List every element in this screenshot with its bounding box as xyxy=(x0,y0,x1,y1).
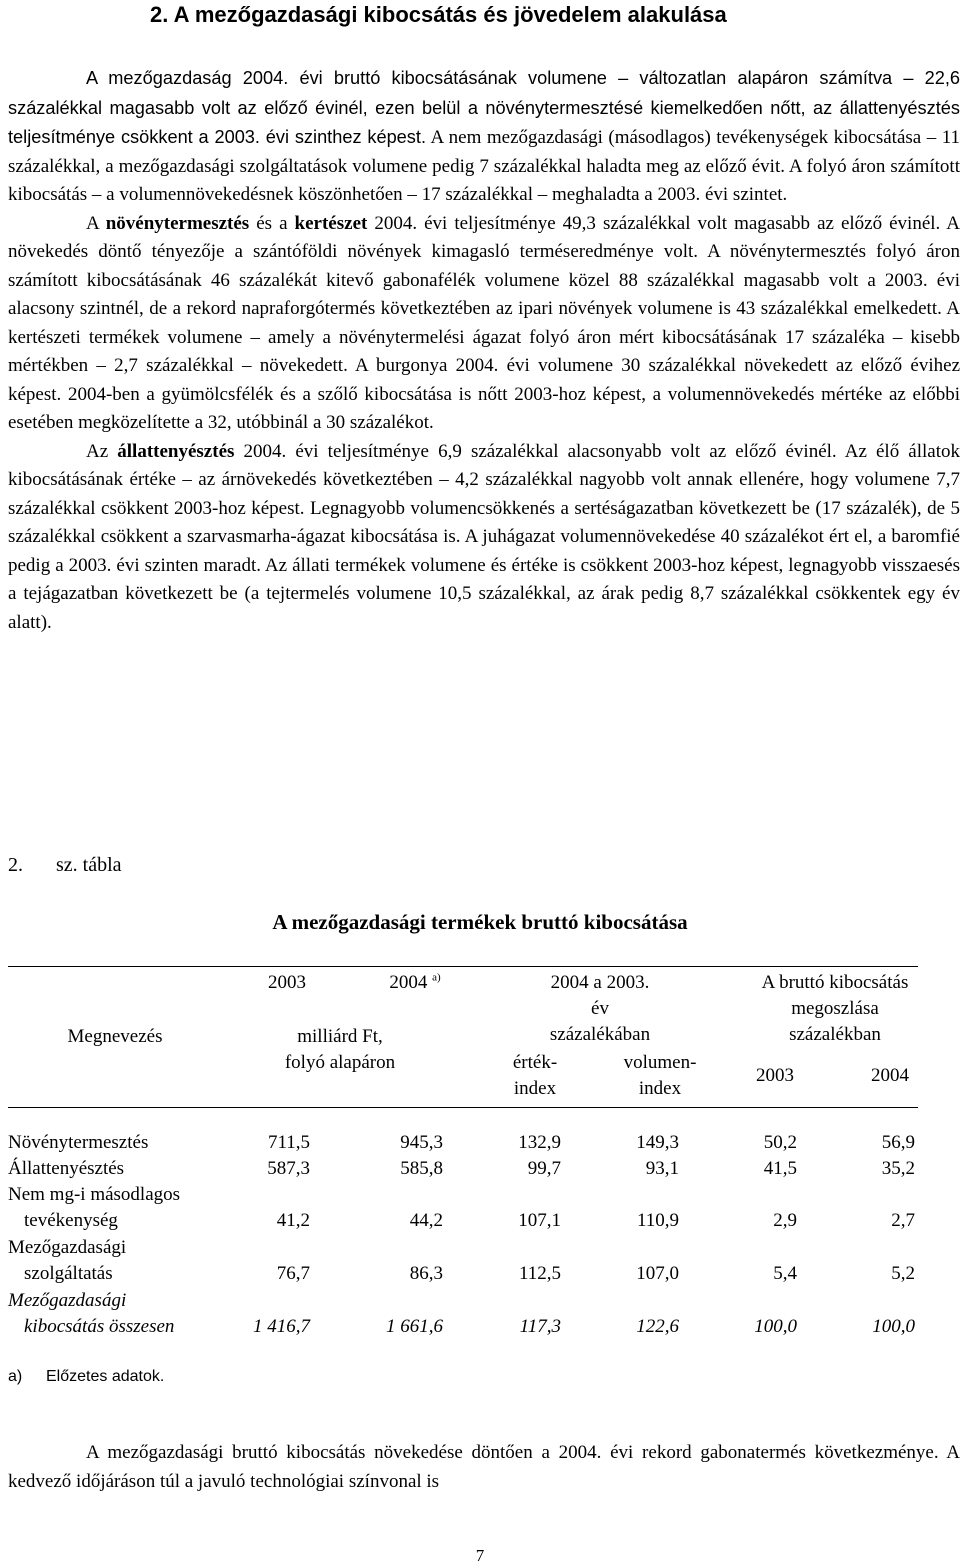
header-value-index-1: érték- xyxy=(512,1052,558,1073)
cell-v2004: 945,3 xyxy=(400,1132,443,1153)
cell-value-idx: 99,7 xyxy=(527,1158,561,1179)
text-run: Az xyxy=(86,440,118,462)
header-name-col: Megnevezés xyxy=(67,1026,163,1047)
table-reference xyxy=(8,852,122,878)
cell-value-idx: 112,5 xyxy=(518,1263,561,1284)
cell-s2003: 5,4 xyxy=(773,1263,797,1284)
footnote-ref: a) xyxy=(432,971,441,984)
cell-v2003: 711,5 xyxy=(267,1132,310,1153)
header-year-2003: 2003 xyxy=(268,972,306,993)
text-run: A xyxy=(86,212,106,234)
footnote-mark: a) xyxy=(8,1368,23,1385)
text-run: A nem mezőgazdasági (másodlagos) tevékenységek kibocsátása – 11 százalékkal, a mezőgazdasági szolgáltatások volumene pedig 7 százalékkal haladta meg az előző évit. A folyó áron számított kibocsátás – a volumennövekedésnek köszönhetően – 17 százalékkal – meghaladta a 2003. évi szintet. xyxy=(8,127,960,205)
header-value-index-2: index xyxy=(513,1078,557,1099)
header-share-line3: százalékban xyxy=(789,1024,881,1045)
header-volume-index-2: index xyxy=(638,1078,682,1099)
header-unit-line2: folyó alapáron xyxy=(284,1052,396,1073)
header-share-line2: megoszlása xyxy=(791,998,879,1019)
row-label: kibocsátás összesen xyxy=(24,1316,175,1337)
cell-s2004: 5,2 xyxy=(891,1263,915,1284)
cell-volume-idx: 107,0 xyxy=(636,1263,679,1284)
row-label: Növénytermesztés xyxy=(8,1132,149,1153)
text-run: növénytermesztés xyxy=(105,212,250,234)
cell-s2004: 100,0 xyxy=(872,1316,915,1337)
cell-v2003: 41,2 xyxy=(276,1210,310,1231)
cell-volume-idx: 149,3 xyxy=(636,1132,679,1153)
header-unit-line1: milliárd Ft, xyxy=(297,1026,383,1047)
table-header-rule xyxy=(8,1107,918,1108)
table-top-rule xyxy=(8,966,918,967)
row-label: tevékenység xyxy=(24,1210,118,1231)
cell-s2004: 35,2 xyxy=(881,1158,915,1179)
text-run: 2004. évi teljesítménye 49,3 százalékkal volt magasabb az előző évinél. A növekedés döntő tényezője a szántóföldi növények kimagasló terméseredménye volt. xyxy=(8,212,960,262)
cell-v2004: 44,2 xyxy=(409,1210,443,1231)
table-number: 2. xyxy=(8,854,23,876)
cell-s2003: 41,5 xyxy=(763,1158,797,1179)
text-run: kertészet xyxy=(294,212,368,234)
text-run: A növénytermesztés folyó áron számított kibocsátásának 46 százalékát kitevő gabonafélék volumene közel 88 százalékkal magasabb volt a 2003. évi alacsony szintnél, de a rekord napraforgótermés következtében az ipari növények volumene is 43 százalékkal emelkedett. A kertészeti termékek volumene – amely a növénytermelési ágazat folyó áron mért kibocsátásának 17 százaléka – kisebb mértékben – 2,7 százalékkal – növekedett. A burgonya 2004. évi volumene 30 százalékkal növekedett az előző évihez képest. 2004-ben a gyümölcsfélék és a szőlő kibocsátása is nőtt 2003-hoz képest, a volumennövekedés mértéke az előbbi esetében megközelítette a 32, utóbbinál a 30 százalékot. xyxy=(8,241,960,433)
header-change-line2: év xyxy=(591,998,609,1019)
cell-value-idx: 132,9 xyxy=(518,1132,561,1153)
cell-v2004: 585,8 xyxy=(400,1158,443,1179)
footnote-text: Előzetes adatok. xyxy=(46,1368,165,1385)
text-run: A mezőgazdaság 2004. évi bruttó kibocsátásának volumene – változatlan alapáron számítva – 22,6 százalékkal magasabb volt az előző évinél, ezen belül a növénytermesztésé kiemelkedően nőtt, az állattenyésztés teljesítménye csökkent a 2003. évi szinthez képest. xyxy=(8,68,960,147)
body-text xyxy=(8,64,960,637)
closing-text: A mezőgazdasági bruttó kibocsátás növekedése döntően a 2004. évi rekord gabonatermés következménye. A kedvező időjáráson túl a javuló technológiai színvonal is xyxy=(8,1442,960,1492)
cell-v2004: 86,3 xyxy=(409,1263,443,1284)
cell-s2003: 2,9 xyxy=(773,1210,797,1231)
cell-v2004: 1 661,6 xyxy=(386,1316,443,1337)
cell-v2003: 1 416,7 xyxy=(253,1316,310,1337)
header-volume-index-1: volumen- xyxy=(623,1052,697,1073)
row-label: Állattenyésztés xyxy=(8,1158,125,1179)
header-share-2003: 2003 xyxy=(756,1065,794,1086)
section-heading: 2. A mezőgazdasági kibocsátás és jövedelem alakulása xyxy=(150,2,727,27)
table-title: A mezőgazdasági termékek bruttó kibocsátása xyxy=(272,910,688,934)
paragraph-crop-production xyxy=(8,210,960,438)
text-run: 2004. évi teljesítménye 6,9 százalékkal alacsonyabb volt az előző évinél. Az élő állatok kibocsátásának értéke – az árnövekedés következtében – 4,2 százalékkal nagyobb volt annak ellenére, hogy volumene 7,7 százalékkal csökkent 2003-hoz képest. Legnagyobb volumencsökkenés a sertéságazatban következett be (17 százalék), de 5 százalékkal csökkent a szarvasmarha-ágazat kibocsátása is. A juhágazat volumennövekedése 40 százalékot ért el, a baromfié pedig a 2003. évi szinten maradt. Az állati termékek volumene és értéke is csökkent 2003-hoz képest, legnagyobb visszaesés a tejágazatban következett be (a tejtermelés volumene 10,5 százalékkal, az árak pedig 8,7 százalékkal csökkentek egy év alatt). xyxy=(8,440,960,633)
header-change-line1: 2004 a 2003. xyxy=(550,972,650,993)
header-year-2004: 2004 $^{a)}$ xyxy=(389,971,441,993)
cell-v2003: 587,3 xyxy=(267,1158,310,1179)
cell-value-idx: 117,3 xyxy=(519,1316,561,1337)
cell-volume-idx: 122,6 xyxy=(636,1316,679,1337)
closing-paragraph xyxy=(8,1439,960,1496)
header-share-2004: 2004 xyxy=(871,1065,909,1086)
table-label: sz. tábla xyxy=(56,854,122,876)
text-run: állattenyésztés xyxy=(117,440,235,462)
cell-s2003: 50,2 xyxy=(763,1132,797,1153)
row-label: Nem mg-i másodlagos xyxy=(8,1184,181,1205)
cell-volume-idx: 93,1 xyxy=(645,1158,679,1179)
cell-s2003: 100,0 xyxy=(754,1316,797,1337)
cell-v2003: 76,7 xyxy=(276,1263,310,1284)
header-share-line1: A bruttó kibocsátás xyxy=(761,972,909,993)
cell-s2004: 2,7 xyxy=(891,1210,915,1231)
header-change-line3: százalékában xyxy=(549,1024,651,1045)
paragraph-livestock xyxy=(8,438,960,638)
cell-s2004: 56,9 xyxy=(881,1132,915,1153)
page-number: 7 xyxy=(475,1546,485,1565)
row-label: szolgáltatás xyxy=(24,1263,113,1284)
paragraph-production xyxy=(8,64,960,210)
row-label: Mezőgazdasági xyxy=(8,1290,127,1311)
cell-value-idx: 107,1 xyxy=(518,1210,561,1231)
row-label: Mezőgazdasági xyxy=(8,1237,127,1258)
text-run: és a xyxy=(249,212,295,234)
cell-volume-idx: 110,9 xyxy=(636,1210,679,1231)
